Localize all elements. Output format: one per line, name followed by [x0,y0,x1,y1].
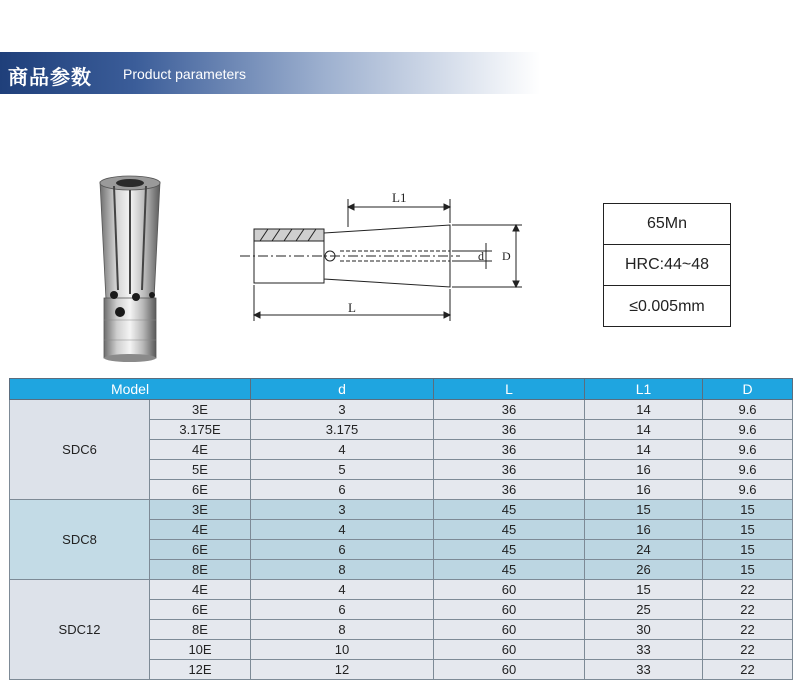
cell-l: 45 [434,540,585,560]
spec-material: 65Mn [604,204,730,245]
cell-D: 9.6 [703,480,793,500]
dim-label-l1: L1 [392,190,407,205]
spec-hardness: HRC:44~48 [604,245,730,286]
cell-l: 60 [434,640,585,660]
model-variant: 5E [150,460,251,480]
page-title-en: Product parameters [123,66,246,82]
cell-d: 6 [251,480,434,500]
parameters-table [9,378,793,680]
cell-l1: 24 [585,540,703,560]
cell-d: 6 [251,540,434,560]
model-variant: 4E [150,580,251,600]
cell-d: 8 [251,560,434,580]
header-d: d [251,379,434,400]
cell-D: 22 [703,600,793,620]
header-l1: L1 [585,379,703,400]
table-row [10,500,793,520]
cell-D: 15 [703,560,793,580]
cell-l1: 14 [585,400,703,420]
cell-l1: 16 [585,520,703,540]
cell-d: 4 [251,520,434,540]
model-variant: 8E [150,620,251,640]
cell-D: 22 [703,580,793,600]
page-title-cn: 商品参数 [8,67,92,89]
cell-l1: 33 [585,660,703,680]
cell-d: 4 [251,440,434,460]
model-variant: 6E [150,540,251,560]
dim-label-l: L [348,300,356,315]
table-row [10,400,793,420]
cell-l: 36 [434,420,585,440]
cell-D: 22 [703,620,793,640]
cell-l1: 26 [585,560,703,580]
cell-l1: 16 [585,480,703,500]
spec-accuracy: ≤0.005mm [629,297,705,315]
cell-d: 8 [251,620,434,640]
cell-d: 12 [251,660,434,680]
model-variant: 12E [150,660,251,680]
cell-D: 9.6 [703,440,793,460]
cell-D: 22 [703,640,793,660]
cell-d: 3 [251,500,434,520]
cell-D: 9.6 [703,420,793,440]
model-variant: 6E [150,600,251,620]
table-header-row [10,379,793,400]
header-l: L [434,379,585,400]
cell-D: 9.6 [703,400,793,420]
collet-product-image [90,170,170,362]
cell-l1: 30 [585,620,703,640]
dim-label-d: d [478,249,484,263]
cell-l1: 14 [585,420,703,440]
header-model: Model [10,379,251,400]
model-variant: 3E [150,400,251,420]
cell-D: 15 [703,520,793,540]
cell-D: 9.6 [703,460,793,480]
model-group-name: SDC8 [10,500,150,580]
spec-box [603,203,731,327]
cell-d: 4 [251,580,434,600]
header-D: D [703,379,793,400]
technical-drawing [240,185,530,325]
cell-l: 45 [434,560,585,580]
cell-d: 6 [251,600,434,620]
model-group-name: SDC12 [10,580,150,680]
cell-d: 10 [251,640,434,660]
cell-l: 60 [434,660,585,680]
model-variant: 3.175E [150,420,251,440]
cell-l: 36 [434,480,585,500]
model-variant: 8E [150,560,251,580]
table-row [10,580,793,600]
cell-D: 15 [703,500,793,520]
cell-d: 3 [251,400,434,420]
model-variant: 6E [150,480,251,500]
cell-l1: 15 [585,500,703,520]
cell-l1: 15 [585,580,703,600]
cell-l: 36 [434,440,585,460]
cell-D: 22 [703,660,793,680]
cell-l: 36 [434,400,585,420]
model-variant: 4E [150,520,251,540]
cell-d: 3.175 [251,420,434,440]
dim-label-D: D [502,249,511,263]
cell-d: 5 [251,460,434,480]
cell-l: 60 [434,580,585,600]
cell-l1: 25 [585,600,703,620]
model-variant: 10E [150,640,251,660]
cell-l: 60 [434,620,585,640]
cell-l1: 16 [585,460,703,480]
cell-l: 45 [434,520,585,540]
cell-l: 45 [434,500,585,520]
cell-l1: 33 [585,640,703,660]
model-variant: 3E [150,500,251,520]
cell-l: 60 [434,600,585,620]
cell-D: 15 [703,540,793,560]
model-variant: 4E [150,440,251,460]
model-group-name: SDC6 [10,400,150,500]
cell-l: 36 [434,460,585,480]
cell-l1: 14 [585,440,703,460]
